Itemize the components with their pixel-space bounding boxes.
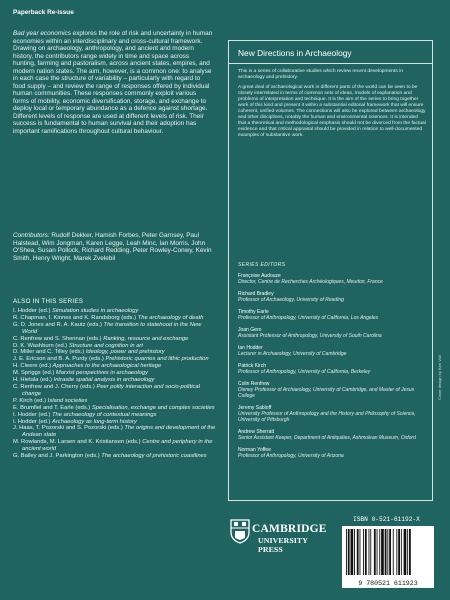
series-item-title: Ranking, resource and exchange <box>103 335 189 342</box>
series-list-item <box>13 349 217 356</box>
series-description-paragraph: This is a series of collaborative studies which review recent developments in archaeology and prehistory. <box>238 69 403 80</box>
editor-role: Professor of Anthropology, University of California, Los Angeles <box>238 315 379 321</box>
series-item-title: Specialisation, exchange and complex societies <box>91 404 215 411</box>
blurb-text: explores the role of risk and uncertainty in human economies within an interdisciplinary and cross-cultural framework. Drawing on archaeology, anthropology, and ancient and modern history, the contributors range widely in time and space across hunting, farming and pastoralism, across ancient states, empires, and modern nation states. The aim, however, is a common one: to analyse in each case the structure of variability – particularly with regard to food supply – and review the range of responses offered by individual human communities. These responses commonly exploit various forms of mobility, economic diversification, storage, and exchange to deploy local or temporary abundance as a defence against shortage. Different levels of response are used at different levels of risk. Their success is fundamental to human survival and their adoption has important ramifications throughout cultural behaviour. <box>13 30 213 135</box>
editor-name: Colin Renfrew <box>238 381 270 387</box>
series-editor <box>238 309 428 321</box>
series-item-title: Structure and cognition in art <box>68 342 143 349</box>
editor-name: Timothy Earle <box>238 309 269 315</box>
series-item-title: The transition to statehood in the New World <box>22 321 202 335</box>
series-list-item <box>13 370 217 377</box>
series-item-authors: I. Hodder (ed.) <box>13 411 52 418</box>
series-list <box>13 308 217 460</box>
editor-name: Norman Yoffee <box>238 447 271 453</box>
series-editor <box>238 291 428 303</box>
series-item-authors: C. Renfrew and S. Shennan (eds.) <box>13 335 104 342</box>
series-item-authors: H. Hietala (ed.) <box>13 377 54 384</box>
series-item-title: Peer polity interaction and socio-political change <box>22 383 200 397</box>
series-editors-title: SERIES EDITORS <box>238 262 286 268</box>
series-editor <box>238 447 428 459</box>
blurb-book-title: Bad year economics <box>13 30 71 37</box>
series-editor <box>238 273 428 285</box>
series-item-title: Ideology, power and prehistory <box>85 349 165 356</box>
series-item-title: The archaeology of prehistoric coastlines <box>101 453 207 460</box>
isbn: ISBN 0-521-61192-X <box>353 516 420 523</box>
series-item-title: Archaeology as long-term history <box>52 418 137 425</box>
series-description-paragraph: A great deal of archaeological work in different parts of the world can be seen to be closely interrelated in terms of common sets of ideas, models of explanation and problems of interpretation and technique. It is the aim of the series to bring together work of this kind and present it within a substantial editorial framework that will ensure coherent, unified volumes. The connections will also be explored between archaeology and other disciplines, notably the human and environmental sciences. It is intended that a theoretical and methodological emphasis should not be divorced from the factual evidence and that critical appraisal should be provided in relation to well-documented examples of substantive work. <box>238 85 426 138</box>
series-editor <box>238 363 428 375</box>
series-item-authors: I. Hodder (ed.) <box>13 418 52 425</box>
contributors-label: Contributors: <box>13 232 50 239</box>
publisher-logo <box>229 516 327 554</box>
series-list-item <box>13 336 217 343</box>
contributors <box>13 232 213 262</box>
series-item-title: The archaeology of death <box>137 314 204 321</box>
series-editors <box>238 262 428 465</box>
publisher-name: CAMBRIDGE <box>252 523 327 535</box>
cover-design-credit: Cover design by Ken Vail <box>437 355 442 400</box>
editor-name: Patrick Kirch <box>238 363 267 369</box>
series-item-title: Marxist perspectives in archaeology <box>55 370 149 377</box>
series-editor <box>238 345 428 357</box>
series-list-item <box>13 412 217 419</box>
also-in-series <box>13 298 217 460</box>
editor-name: Ian Hodder <box>238 345 263 351</box>
editor-role: University Professor of Anthropology and the History and Philosophy of Science, University of Pittsburgh <box>238 411 416 423</box>
editor-role: Professor of Archaeology, University of Reading <box>238 297 344 303</box>
series-list-item <box>13 315 217 322</box>
series-item-authors: G. D. Jones and R. A. Kautz (eds.) <box>13 321 104 328</box>
editor-list <box>238 273 428 459</box>
series-list-item <box>13 425 217 439</box>
contributors-list: Rudolf Dekker, Hamish Forbes, Peter Garnsey, Paul Halstead, Wim Jongman, Karen Legge, Leah Minc, Ian Morris, John O'Shea, Susan Pollock, Richard Redding, Peter Rowley-Conwy, Kevin Smith, Henry Wright, Marek Zvelebil <box>13 232 212 262</box>
series-item-title: Centre and periphery in the ancient world <box>22 439 213 453</box>
panel-divider <box>229 63 432 64</box>
series-list-item <box>13 439 217 453</box>
editor-role: Lecturer in Archaeology, University of Cambridge <box>238 351 347 357</box>
series-item-title: Island societies <box>47 397 88 404</box>
series-list-item <box>13 419 217 426</box>
editor-name: Joan Gero <box>238 327 262 333</box>
editor-role: Disney Professor of Archaeology, University of Cambridge, and Master of Jesus College <box>238 387 415 399</box>
series-item-title: Intrasite spatial analysis in archaeology <box>53 377 155 384</box>
series-item-title: The origins and development of the Andean state <box>22 425 216 439</box>
series-item-authors: H. Cleere (ed.) <box>13 363 53 370</box>
editor-role: Director, Centre de Recherches Archéologiques, Meudon, France <box>238 279 383 285</box>
editor-role: Assistant Professor of Anthropology, University of South Carolina <box>238 333 382 339</box>
series-list-item <box>13 343 217 350</box>
series-list-item <box>13 405 217 412</box>
series-description <box>238 69 426 143</box>
series-panel <box>228 40 433 501</box>
also-in-series-title: ALSO IN THIS SERIES <box>13 298 84 305</box>
publisher-subname: UNIVERSITY PRESS <box>258 536 308 554</box>
editor-name: Andrew Sherratt <box>238 429 275 435</box>
series-editor <box>238 327 428 339</box>
series-panel-title: New Directions in Archaeology <box>238 48 352 58</box>
series-item-title: Approaches to the archaeological heritage <box>52 363 162 370</box>
series-item-authors: J. Haas, T. Pozorski and S. Pozorski (eds.) <box>13 425 125 432</box>
editor-role: Senior Assistant Keeper, Department of Antiquities, Ashmolean Museum, Oxford <box>238 435 416 441</box>
series-item-title: Prehistoric quarries and lithic production <box>105 356 209 363</box>
editor-role: Professor of Anthropology, University of California, Berkeley <box>238 369 371 375</box>
editor-role: Professor of Anthropology, University of Arizona <box>238 453 344 459</box>
series-editor <box>238 381 428 399</box>
editor-name: Richard Bradley <box>238 291 274 297</box>
reissue-label: Paperback Re-issue <box>13 9 74 16</box>
editor-name: Jeremy Sabloff <box>238 405 272 411</box>
series-list-item <box>13 363 217 370</box>
barcode <box>342 526 434 588</box>
series-item-authors: E. Brumfiel and T. Earle (eds.) <box>13 404 92 411</box>
series-item-authors: C. Renfrew and J. Cherry (eds.) <box>13 383 97 390</box>
series-item-authors: R. Chapman, I. Kinnes and K. Randsborg (eds.) <box>13 314 138 321</box>
series-list-item <box>13 308 217 315</box>
series-item-title: The archaeology of contextual meanings <box>52 411 157 418</box>
series-item-authors: G. Bailey and J. Parkington (eds.) <box>13 453 102 460</box>
series-item-authors: D. Miller and C. Tilley (eds.) <box>13 349 86 356</box>
series-item-authors: M. Rowlands, M. Larsen and K. Kristiansen (eds.) <box>13 439 143 446</box>
series-list-item <box>13 398 217 405</box>
series-list-item <box>13 356 217 363</box>
barcode-number: 9 780521 611923 <box>358 580 418 587</box>
series-item-authors: P. Kirch (ed.) <box>13 397 48 404</box>
series-list-item <box>13 453 217 460</box>
series-editor <box>238 429 428 441</box>
series-list-item <box>13 377 217 384</box>
book-blurb <box>13 30 213 135</box>
series-item-title: Simulation studies in archaeology <box>52 308 139 314</box>
series-list-item <box>13 384 217 398</box>
series-item-authors: D. K. Washburn (ed.) <box>13 342 69 349</box>
series-item-authors: M. Spriggs (ed.) <box>13 370 56 377</box>
series-list-item <box>13 322 217 336</box>
series-item-authors: I. Hodder (ed.) <box>13 308 52 314</box>
barcode-bars <box>346 529 430 575</box>
series-editor <box>238 405 428 423</box>
cambridge-shield-icon <box>229 518 251 544</box>
editor-name: Françoise Audouze <box>238 273 281 279</box>
series-item-authors: J. E. Ericson and B. A. Purdy (eds.) <box>13 356 106 363</box>
